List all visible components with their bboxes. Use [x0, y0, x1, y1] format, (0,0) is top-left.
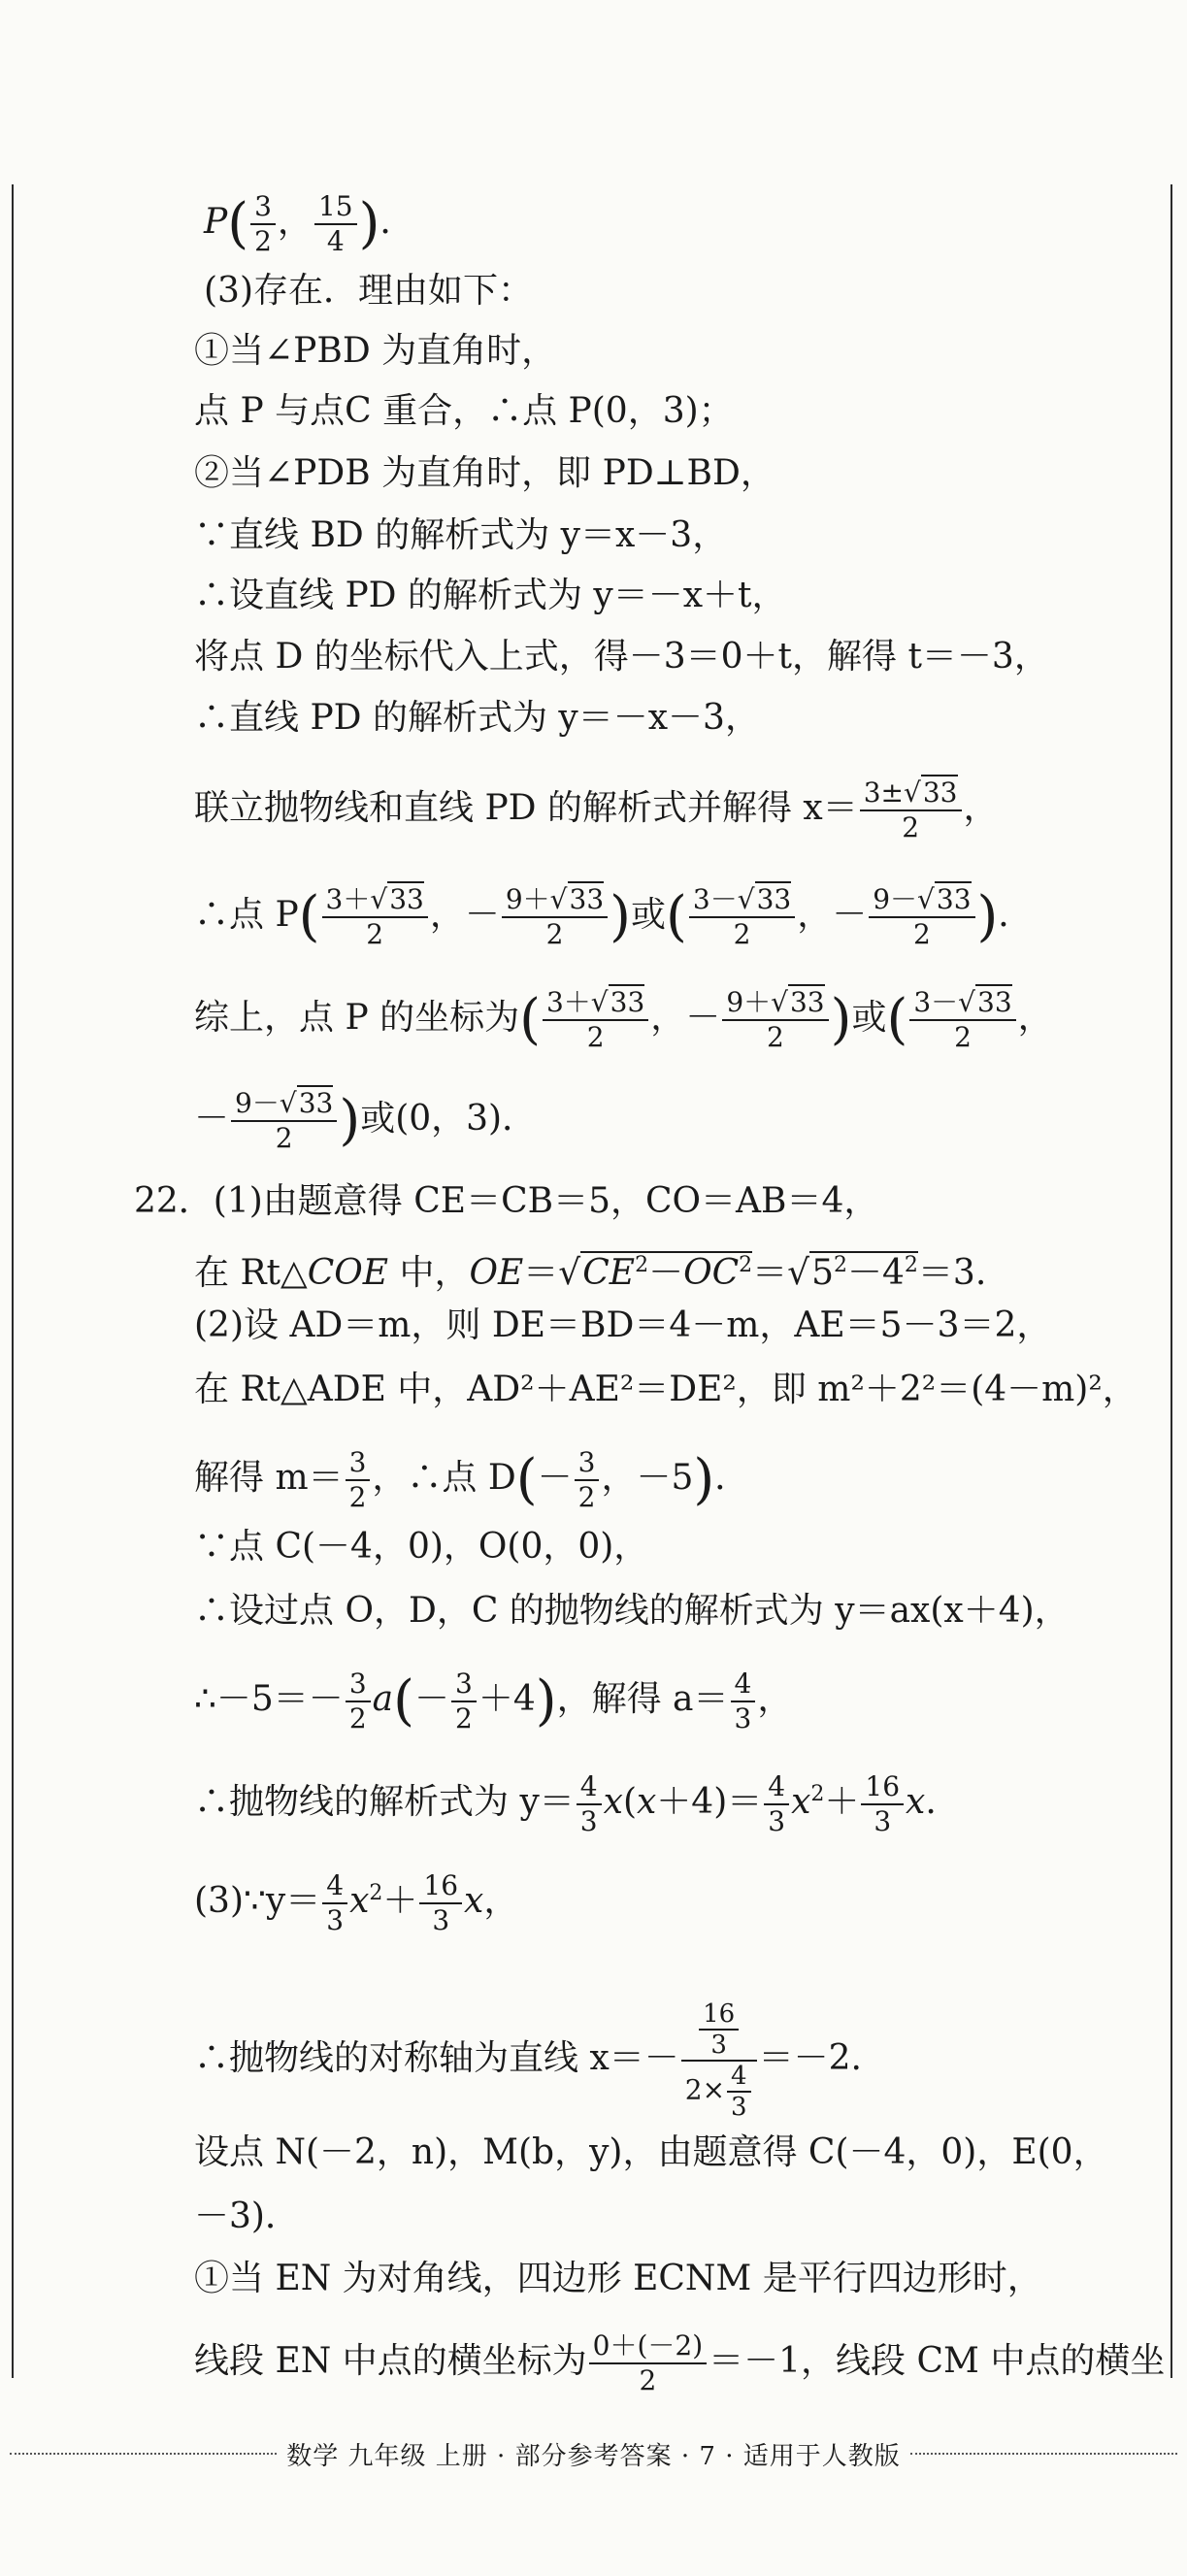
question-22-line: 22．(1)由题意得 CE＝CB＝5，CO＝AB＝4，	[134, 1181, 879, 1221]
answer-line: 设点 N(－2，n)，M(b，y)，由题意得 C(－4，0)，E(0，	[194, 2132, 1108, 2172]
answer-line: 点 P 与点C 重合，∴点 P(0，3)；	[194, 391, 734, 431]
answer-line-axis: ∴抛物线的对称轴为直线 x＝－ $\frac{16}{3}$ 2× $\frac{4}{3}$ ＝－2.	[194, 1999, 862, 2122]
answer-line-p-pairs: ∴点 P( $\frac{3+√33}{2}$ ，－ $\frac{9+√33}{2}$ )或( $\frac{3-√33}{2}$ ，－ $\frac{9-√33}{2}$ )．	[194, 883, 1034, 950]
answer-line: ①当∠PBD 为直角时，	[194, 331, 557, 371]
answer-line: (2)设 AD＝m，则 DE＝BD＝4－m，AE＝5－3＝2，	[194, 1305, 1052, 1345]
answer-line: (3)存在．理由如下：	[204, 271, 533, 311]
answer-line: ②当∠PDB 为直角时，即 PD⊥BD，	[194, 453, 775, 493]
left-margin-rule	[12, 184, 14, 2378]
answer-line: ∵直线 BD 的解析式为 y＝x－3，	[194, 515, 728, 555]
answer-line: 在 Rt△ADE 中，AD²＋AE²＝DE²，即 m²＋2²＝(4－m)²，	[194, 1370, 1138, 1409]
answer-line: 将点 D 的坐标代入上式，得－3＝0＋t，解得 t＝－3，	[194, 637, 1049, 677]
answer-line-x-solution: 联立抛物线和直线 PD 的解析式并解得 x＝ $\frac{3\pm√33}{2}$ ，	[194, 776, 999, 843]
page-footer	[0, 2434, 1187, 2473]
footer-text: 数学 九年级 上册 · 部分参考答案 · 7 · 适用于人教版	[286, 2441, 901, 2471]
answer-line-midpoint: 线段 EN 中点的横坐标为 $\frac{0+(-2)}{2}$ ＝－1，线段 CM 中点的横坐	[194, 2329, 1166, 2396]
answer-line-parabola: ∴抛物线的解析式为 y＝ $\frac{4}{3}$ x(x＋4)＝ $\frac{4}{3}$ $x^2+$ $\frac{16}{3}$ x.	[194, 1770, 937, 1837]
answer-line-a-solution: ∴－5＝－ $\frac{3}{2}$ a(－ $\frac{3}{2}$ ＋4)，解得 a＝ $\frac{4}{3}$ ，	[194, 1668, 793, 1734]
answer-line: 在 Rt△COE 中，$OE=√CE^2-OC^2=√5^2-4^2=3$.	[194, 1253, 987, 1293]
answer-line-part3: (3)∵y＝ $\frac{4}{3}$ $x^2+$ $\frac{16}{3}$ x，	[194, 1869, 519, 1936]
answer-line: －3)．	[194, 2196, 300, 2236]
right-margin-rule	[1171, 184, 1172, 2378]
answer-line: ∵点 C(－4，0)，O(0，0)，	[194, 1527, 649, 1567]
footer-dots-left	[10, 2453, 277, 2455]
answer-line-summary-cont: － $\frac{9-√33}{2}$ )或(0，3)．	[194, 1087, 538, 1154]
answer-line-p-point: P( $\frac{3}{2}$ ， $\frac{15}{4}$ )．	[204, 190, 415, 257]
footer-dots-right	[910, 2453, 1177, 2455]
answer-line-summary: 综上，点 P 的坐标为( $\frac{3+√33}{2}$ ，－ $\frac{9+√33}{2}$ )或( $\frac{3-√33}{2}$ ，	[194, 986, 1053, 1053]
answer-line-m-solution: 解得 m＝ $\frac{3}{2}$ ，∴点 D(－ $\frac{3}{2}$ ，－5)．	[194, 1446, 750, 1513]
answer-line: ∴设直线 PD 的解析式为 y＝－x＋t，	[194, 576, 787, 615]
answer-line: ∴设过点 O，D，C 的抛物线的解析式为 y＝ax(x＋4)，	[194, 1591, 1070, 1631]
answer-line: ∴直线 PD 的解析式为 y＝－x－3，	[194, 698, 760, 738]
answer-line: ①当 EN 为对角线，四边形 ECNM 是平行四边形时，	[194, 2259, 1042, 2298]
